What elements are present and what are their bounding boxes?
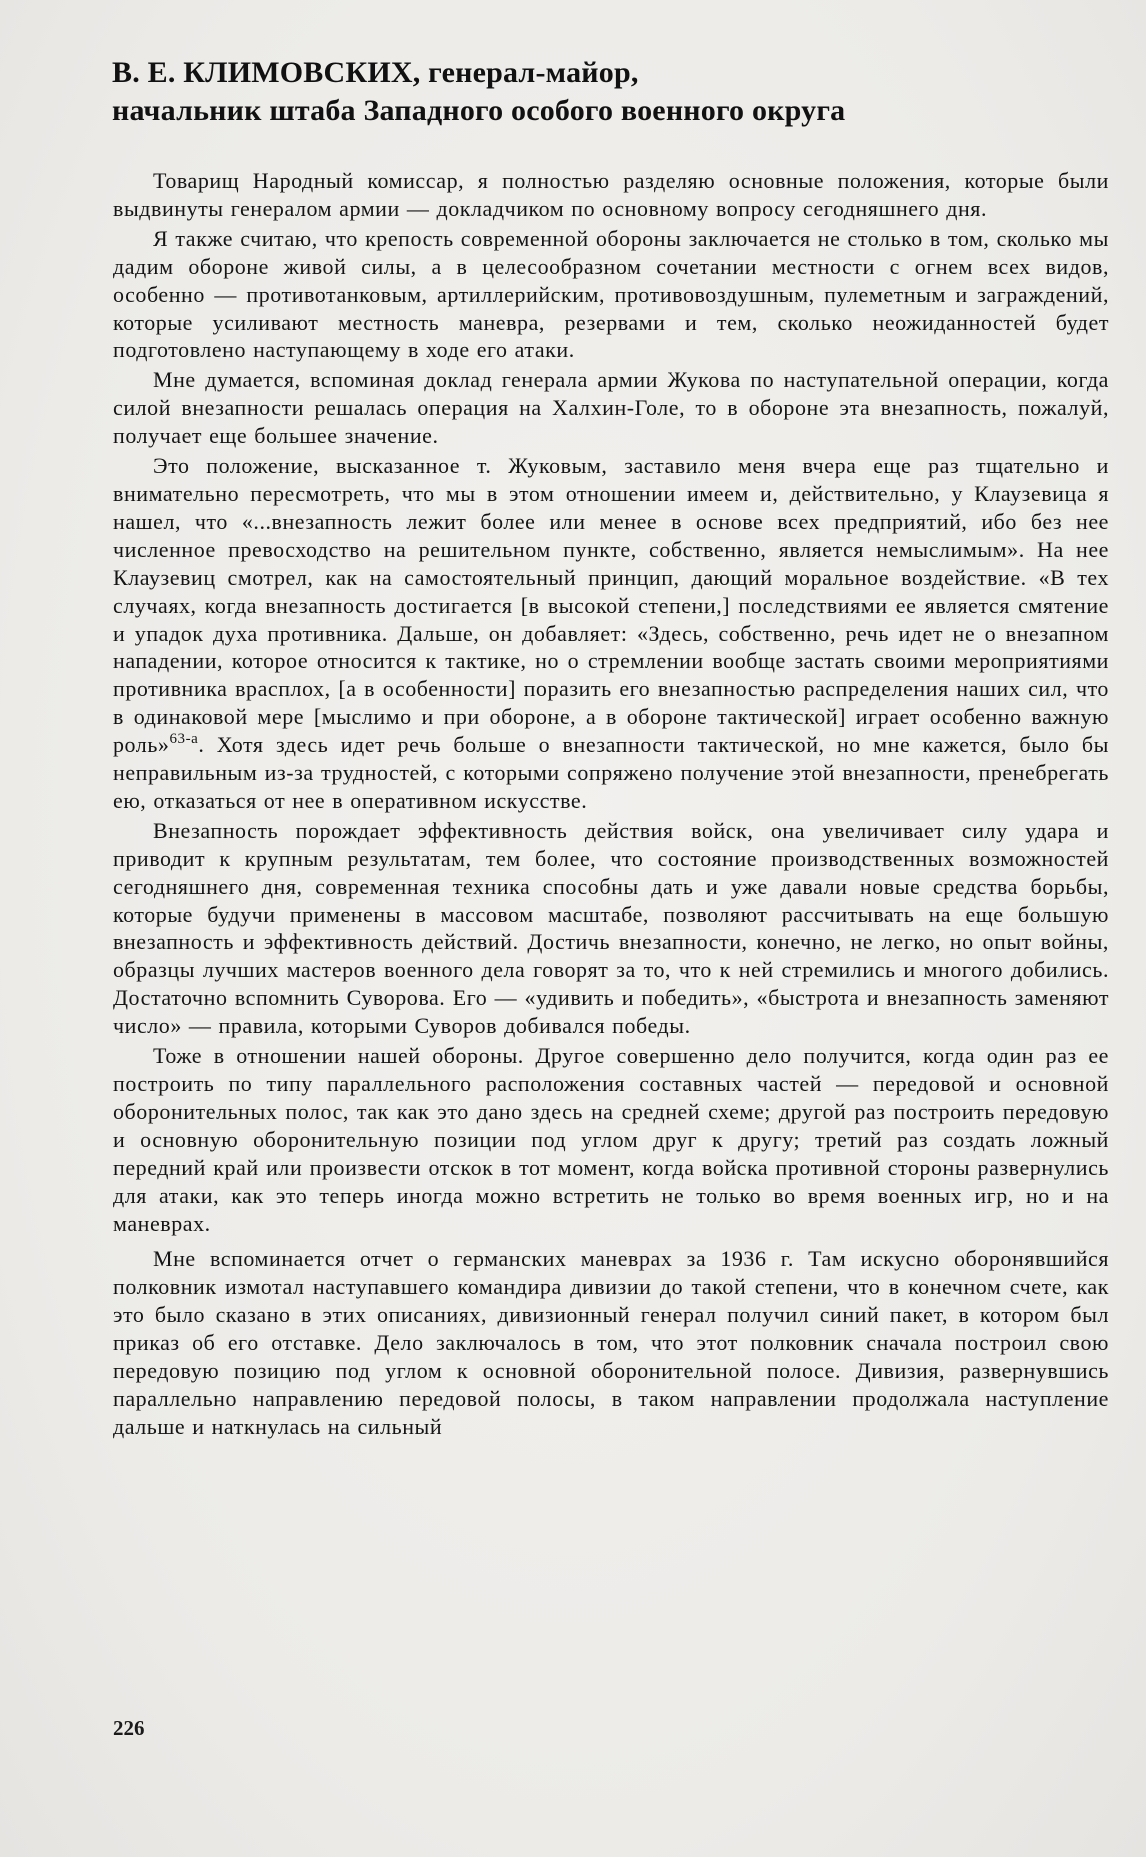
speech-body (113, 167, 1109, 1441)
paragraph-7: Мне вспоминается отчет о германских маневрах за 1936 г. Там искусно оборонявшийся полковник измотал наступавшего командира дивизии до такой степени, что в конечном счете, как это было сказано в этих описаниях, дивизионный генерал получил синий пакет, в котором был приказ об его отставке. Дело заключалось в том, что этот полковник сначала построил свою передовую позицию под углом к основной оборонительной полосе. Дивизия, развернувшись параллельно направлению передовой полосы, в таком направлении продолжала наступление дальше и наткнулась на сильный (113, 1246, 1109, 1439)
paragraph-5: Внезапность порождает эффективность действия войск, она увеличивает силу удара и приводит к крупным результатам, тем более, что состояние производственных возможностей сегодняшнего дня, современная техника способны дать и уже давали новые средства борьбы, которые будучи применены в массовом масштабе, позволяют рассчитывать на еще большую внезапность и эффективность действий. Достичь внезапности, конечно, не легко, но опыт войны, образцы лучших мастеров военного дела говорят за то, что к ней стремились и многого добились. Достаточно вспомнить Суворова. Его — «удивить и победить», «быстрота и внезапность заменяют число» — правила, которыми Суворов добивался победы. (113, 817, 1109, 1039)
paragraph-2: Я также считаю, что крепость современной обороны заключается не столько в том, сколько мы дадим обороне живой силы, а в целесообразном сочетании местности с огнем всех видов, особенно — противотанковым, артиллерийским, противовоздушным, пулеметным и заграждений, которые усиливают местность маневра, резервами и тем, сколько неожиданностей будет подготовлено наступающему в ходе его атаки. (113, 225, 1109, 363)
page-number: 226 (113, 1716, 145, 1740)
heading-author-line: В. Е. КЛИМОВСКИХ, генерал-майор, (112, 56, 639, 89)
heading-position-line: начальник штаба Западного особого военного округа (112, 94, 846, 127)
footnote-reference: 63-а (169, 731, 199, 748)
paragraph-4 (113, 452, 1109, 815)
paragraph-4-continuation: . Хотя здесь идет речь больше о внезапности тактической, но мне кажется, было бы неправильным из-за трудностей, с которыми сопряжено получение этой внезапности, пренебрегать ею, отказаться от нее в оперативном искусстве. (113, 732, 1109, 813)
paragraph-3: Мне думается, вспоминая доклад генерала армии Жукова по наступательной операции, когда силой внезапности решалась операция на Халхин-Голе, то в обороне эта внезапность, пожалуй, получает еще большее значение. (113, 367, 1109, 449)
paragraph-6: Тоже в отношении нашей обороны. Другое совершенно дело получится, когда один раз ее построить по типу параллельного расположения составных частей — передовой и основной оборонительных полос, так как это дано здесь на средней схеме; другой раз построить передовую и основную оборонительную позиции под углом друг к другу; третий раз создать ложный передний край или произвести отскок в тот момент, когда войска противной стороны развернулись для атаки, как это теперь иногда можно встретить не только во время военных игр, но и на маневрах. (113, 1043, 1109, 1236)
paragraph-1: Товарищ Народный комиссар, я полностью разделяю основные положения, которые были выдвинуты генералом армии — докладчиком по основному вопросу сегодняшнего дня. (113, 168, 1109, 221)
article-heading (112, 54, 1112, 130)
paragraph-4-text: Это положение, высказанное т. Жуковым, заставило меня вчера еще раз тщательно и внимательно пересмотреть, что мы в этом отношении имеем и, действительно, у Клаузевица я нашел, что «...внезапность лежит более или менее в основе всех предприятий, ибо без нее численное превосходство на решительном пункте, собственно, является немыслимым». На нее Клаузевиц смотрел, как на самостоятельный принцип, дающий моральное воздействие. «В тех случаях, когда внезапность достигается [в высокой степени,] последствиями ее является смятение и упадок духа противника. Дальше, он добавляет: «Здесь, собственно, речь идет не о внезапном нападении, которое относится к тактике, но о стремлении вообще застать своими мероприятиями противника врасплох, [а в особенности] поразить его внезапностью распределения наших сил, что в одинаковой мере [мыслимо и при обороне, а в обороне тактической] играет особенно важную роль» (113, 453, 1109, 758)
